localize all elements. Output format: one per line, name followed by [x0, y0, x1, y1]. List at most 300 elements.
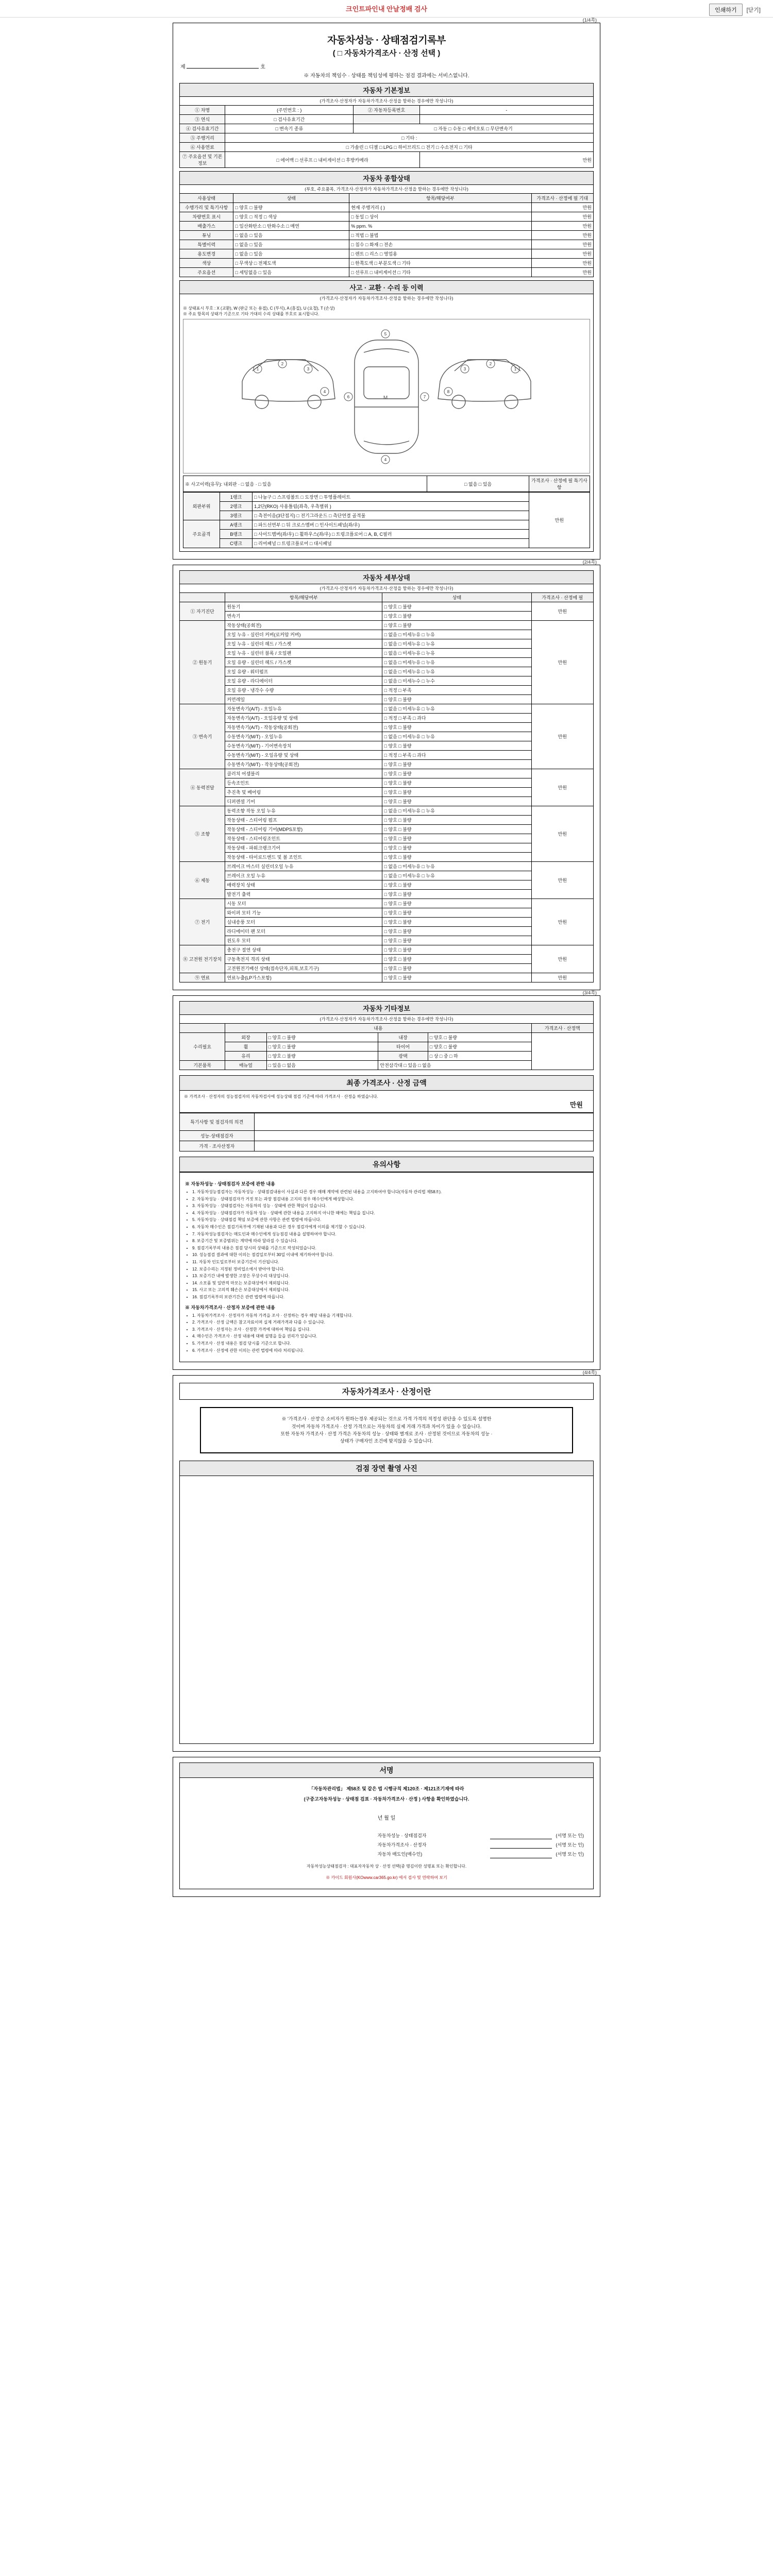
final-amount-value: 만원: [569, 1101, 583, 1109]
overall-row-2-key: 배출가스: [180, 222, 233, 231]
appraiser-value[interactable]: [254, 1141, 593, 1151]
parts-group-frame: 주요골격: [183, 520, 220, 548]
close-icon[interactable]: [닫기]: [746, 7, 761, 13]
signature-row-1-name: 자동차가격조사 · 산정자: [377, 1842, 427, 1848]
detail-group-0-label: ① 자기진단: [180, 602, 225, 621]
accident-amount: 만원: [529, 493, 590, 548]
signature-row-1-value[interactable]: [490, 1841, 552, 1849]
detail-item-2-6-state[interactable]: □ 양호 □ 불량: [382, 760, 531, 769]
overall-col-3: 가격조사 · 산정에 필 기대: [531, 194, 593, 203]
guarantee-line-3: 상태가 구매자인 조건에 맞지않을 수 있습니다.: [340, 1438, 433, 1444]
accident-bullet-1: ※ 주요 항목의 상태가 기준으로 기타 가대의 수리 상태를 부호로 표시합니다.: [183, 312, 320, 316]
detail-item-4-3-state[interactable]: □ 양호 □ 불량: [382, 834, 531, 843]
etc-col-0: [180, 1024, 225, 1033]
car-outline-svg: [222, 319, 551, 472]
overall-row-7-c: 만원: [531, 268, 593, 277]
table-row: [180, 1113, 594, 1131]
rank-3-label: A랭크: [220, 520, 253, 530]
detail-item-1-2-label: 오일 누유 - 실린더 헤드 / 가스켓: [225, 639, 382, 649]
table-row: [180, 704, 594, 714]
overall-row-4-b[interactable]: □ 침수 □ 화재 □ 전손: [349, 240, 531, 249]
note-item-0-7: • 8. 보증기간 및 보증범위는 계약에 따라 달라질 수 있습니다.: [192, 1238, 588, 1244]
opinion-label: 특기사항 및 점검자의 의견: [180, 1113, 255, 1131]
basic-row-4-label: ⑥ 사용연료: [180, 143, 225, 152]
rank-5-label: C랭크: [220, 539, 253, 548]
final-amount-box: [179, 1091, 594, 1113]
note-item-0-8: • 9. 점검기록부의 내용은 점검 당시의 상태를 기준으로 작성되었습니다.: [192, 1245, 588, 1251]
note-item-0-0: • 1. 자동차성능점검자는 자동차성능 · 상태점검내용이 사실과 다른 경우 매매 계약에 관련된 내용을 고지하여야 합니다(자동차 관리법 제58조).: [192, 1189, 588, 1195]
basic-row-1-v1[interactable]: □ 검사유효기간: [225, 115, 354, 124]
detail-item-7-2-state[interactable]: □ 양호 □ 불량: [382, 964, 531, 973]
issue-suffix: 호: [260, 64, 265, 70]
table-header-row: [180, 194, 594, 203]
rank-4-items[interactable]: □ 사이드멤버(좌/우) □ 휠하우스(좌/우) □ 트렁크플로어 □ A, B, C필러: [253, 530, 529, 539]
detail-item-2-4-label: 수동변속기(M/T) - 기어변속장치: [225, 741, 382, 751]
detail-item-3-1-label: 등속조인트: [225, 778, 382, 788]
detail-group-1-amount: 만원: [531, 621, 593, 704]
detail-item-7-2-label: 고전원전기배선 상태(접속단자,피복,보호기구): [225, 964, 382, 973]
notes-section-1-head: ※ 자동차가격조사 · 산정자 보증에 관한 내용: [185, 1304, 275, 1310]
print-button[interactable]: 인쇄하기: [709, 4, 743, 16]
overall-row-1-c: 만원: [531, 212, 593, 222]
etc-row-2-d[interactable]: □ 상 □ 중 □ 하: [428, 1052, 531, 1061]
rank-5-items[interactable]: □ 리어패널 □ 트렁크플로어 □ 대시패널: [253, 539, 529, 548]
overall-row-1-key: 차량번호 표시: [180, 212, 233, 222]
signature-box: [179, 1778, 594, 1890]
overall-row-2-b[interactable]: % ppm. %: [349, 222, 531, 231]
table-row: [180, 259, 594, 268]
sheet-signature: [173, 1757, 600, 1897]
basic-row-2-v2[interactable]: □ 자동 □ 수동 □ 세미오토 □ 무단변속기: [354, 124, 594, 133]
detail-item-6-4-state[interactable]: □ 양호 □ 불량: [382, 936, 531, 945]
overall-row-3-b[interactable]: □ 적법 □ 불법: [349, 231, 531, 240]
detail-item-7-1-state[interactable]: □ 양호 □ 불량: [382, 955, 531, 964]
guarantee-line-0: ※ '가격조사 · 산정'은 소비자가 원하는경우 제공되는 것으로 가격 가격의 적정성 판단을 수 있도록 설명한: [281, 1416, 492, 1422]
overall-col-0: 사용상태: [180, 194, 233, 203]
overall-row-7-b[interactable]: □ 선루프 □ 내비게이션 □ 기타: [349, 268, 531, 277]
rank-1-items[interactable]: 1,2단(RKO) 사용틀림(좌측, 우측별위 ): [253, 502, 529, 511]
detail-item-7-0-label: 충전구 절연 상태: [225, 945, 382, 955]
svg-text:M: M: [383, 395, 388, 401]
overall-row-4-key: 특별이력: [180, 240, 233, 249]
note-item-1-5: • 6. 가격조사 · 산정에 관한 이의는 관련 법령에 따라 처리됩니다.: [192, 1348, 588, 1354]
detail-item-6-2-label: 실내송풍 모터: [225, 918, 382, 927]
note-item-1-0: • 1. 자동차가격조사 · 산정자가 자동차 가격을 조사 · 산정하는 경우 해당 내용을 기재합니다.: [192, 1313, 588, 1319]
signature-quote-1: (구중고자동차성능 · 상태점 검표 · 자동차가격조사 · 산정 ) 사항을 확인하였습니다.: [304, 1797, 469, 1802]
table-row: [180, 268, 594, 277]
detail-item-0-1-state[interactable]: □ 양호 □ 불량: [382, 612, 531, 621]
basic-row-4-v1[interactable]: □ 가솔린 □ 디젤 □ LPG □ 하이브리드 □ 전기 □ 수소전지 □ 기타: [225, 143, 594, 152]
etc-row-1-d[interactable]: □ 양호 □ 불량: [428, 1042, 531, 1052]
detail-item-4-5-label: 작동상태 - 타이로드엔드 및 볼 조인트: [225, 853, 382, 862]
detail-item-7-0-state[interactable]: □ 양호 □ 불량: [382, 945, 531, 955]
signature-footer-red: ※ 카이드 회원사(KOwww.car365.go.kr) 에서 검사 및 연락하여 보기: [326, 1875, 447, 1880]
table-row: [180, 133, 594, 143]
detail-item-4-0-state[interactable]: □ 없음 □ 미세누유 □ 누유: [382, 806, 531, 816]
issue-prefix: 제: [180, 64, 186, 70]
detail-item-2-3-label: 수동변속기(M/T) - 오일누유: [225, 732, 382, 741]
detail-item-4-5-state[interactable]: □ 양호 □ 불량: [382, 853, 531, 862]
inspector-value[interactable]: [254, 1131, 593, 1141]
detail-item-1-7-state[interactable]: □ 적정 □ 부족: [382, 686, 531, 695]
etc-row-1-b[interactable]: □ 양호 □ 불량: [266, 1042, 378, 1052]
overall-row-6-b[interactable]: □ 한쪽도색 □ 부분도색 □ 기타: [349, 259, 531, 268]
detail-item-4-4-label: 작동상태 - 파워크랭크기어: [225, 843, 382, 853]
detail-group-6-label: ⑦ 전기: [180, 899, 225, 945]
page-number-3: (3/4쪽): [582, 990, 597, 995]
signature-date[interactable]: 년 월 일: [377, 1815, 396, 1821]
note-item-1-4: • 5. 가격조사 · 산정 내용은 점검 당시를 기준으로 합니다.: [192, 1341, 588, 1347]
signature-quote-0: 「자동차관리법」 제58조 및 같은 법 시행규칙 제120조 · 제121조기재에 따라: [309, 1786, 464, 1791]
detail-item-4-1-label: 작동상태 - 스티어링 펌프: [225, 816, 382, 825]
final-amount-note: ※ 가격조사 · 산정자의 성능점검자의 자동차검사에 성능상태 점검 기준에 따라 가격조사 · 산정을 하였습니다.: [184, 1094, 378, 1099]
detail-group-5-amount: 만원: [531, 862, 593, 899]
car-diagram[interactable]: [183, 319, 590, 473]
note-item-0-4: • 5. 자동차성능 · 상태점검 책임 보증에 관한 사항은 관련 법령에 따릅니다.: [192, 1217, 588, 1223]
etc-row-2-c: 광택: [378, 1052, 428, 1061]
detail-note: (가격조사·산정자가 자동차가격조사·산정을 함하는 경우에만 작성니다): [179, 584, 594, 592]
rank-0-items[interactable]: □ 나눔구 □ 스프링볼트 □ 도장면 □ 투영플레이트: [253, 493, 529, 502]
top-bar-actions: [709, 4, 761, 16]
overall-row-2-a[interactable]: □ 일산화탄소 □ 탄화수소 □ 매연: [233, 222, 349, 231]
detail-item-6-1-state[interactable]: □ 양호 □ 불량: [382, 908, 531, 918]
detail-col-0: [180, 593, 225, 602]
detail-item-6-3-state[interactable]: □ 양호 □ 불량: [382, 927, 531, 936]
detail-item-2-5-label: 수동변속기(M/T) - 오일유량 및 상태: [225, 751, 382, 760]
basic-row-0-label2: ② 자동차등록번호: [354, 106, 419, 115]
detail-group-2-label: ③ 변속기: [180, 704, 225, 769]
detail-item-2-0-state[interactable]: □ 없음 □ 미세누유 □ 누유: [382, 704, 531, 714]
detail-item-7-1-label: 구동축전지 격리 상태: [225, 955, 382, 964]
table-row: [180, 899, 594, 908]
detail-item-4-4-state[interactable]: □ 양호 □ 불량: [382, 843, 531, 853]
table-row: [180, 124, 594, 133]
overall-row-4-c: 만원: [531, 240, 593, 249]
detail-group-5-label: ⑥ 제동: [180, 862, 225, 899]
svg-text:4: 4: [384, 457, 387, 462]
detail-item-1-3-state[interactable]: □ 없음 □ 미세누유 □ 누유: [382, 649, 531, 658]
detail-item-5-2-label: 배력장치 상태: [225, 880, 382, 890]
etc-row-3-key: 기본품목: [180, 1061, 225, 1070]
overall-row-3-key: 튜닝: [180, 231, 233, 240]
signature-rows: [189, 1832, 584, 1858]
overall-note: (부호, 주요품목, 가격조사·산정자가 자동차가격조사·산정을 함하는 경우에만 작성니다): [179, 184, 594, 193]
guarantee-box: [200, 1407, 573, 1453]
rank-4-label: B랭크: [220, 530, 253, 539]
svg-text:2: 2: [281, 362, 284, 366]
overall-row-4-a[interactable]: □ 없음 □ 있음: [233, 240, 349, 249]
table-header-row: [180, 593, 594, 602]
detail-item-3-3-state[interactable]: □ 양호 □ 불량: [382, 797, 531, 806]
basic-row-1-v2[interactable]: [419, 115, 593, 124]
overall-row-0-b[interactable]: 현재 주행거리 ( ): [349, 203, 531, 212]
detail-item-5-3-state[interactable]: □ 양호 □ 불량: [382, 890, 531, 899]
etc-row-1-c: 타이어: [378, 1042, 428, 1052]
signature-row-0-mark: (서명 또는 인): [556, 1833, 584, 1838]
detail-item-3-0-state[interactable]: □ 양호 □ 불량: [382, 769, 531, 778]
overall-row-6-c: 만원: [531, 259, 593, 268]
detail-item-4-3-label: 작동상태 - 스티어링조인트: [225, 834, 382, 843]
basic-row-5-label: ⑦ 주요옵션 및 기본정보: [180, 152, 225, 168]
detail-item-2-0-label: 자동변속기(A/T) - 오일누유: [225, 704, 382, 714]
detail-item-2-4-state[interactable]: □ 양호 □ 불량: [382, 741, 531, 751]
detail-item-0-0-label: 원동기: [225, 602, 382, 612]
svg-text:5: 5: [384, 332, 387, 336]
overall-row-5-a[interactable]: □ 없음 □ 있음: [233, 249, 349, 259]
detail-item-8-0-label: 연료누출(LP가스포함): [225, 973, 382, 982]
table-header-row: [180, 1024, 594, 1033]
table-row: [180, 115, 594, 124]
basic-info-band: 자동차 기본정보: [179, 83, 594, 96]
detail-item-1-5-label: 오일 유량 - 워터펌프: [225, 667, 382, 676]
signature-row-0-value[interactable]: [490, 1832, 552, 1839]
page-number-2: (2/4쪽): [582, 560, 597, 565]
note-item-0-12: • 13. 보증기간 내에 발생한 고장은 무상수리 대상입니다.: [192, 1273, 588, 1279]
overall-col-1: 상태: [233, 194, 349, 203]
detail-group-8-label: ⑨ 연료: [180, 973, 225, 982]
accident-history-summary: [183, 476, 590, 492]
basic-row-5-v1[interactable]: □ 에어백 □ 선루프 □ 내비게이션 □ 후방카메라: [225, 152, 419, 168]
etc-row-0-b[interactable]: □ 양호 □ 불량: [266, 1033, 378, 1042]
accident-parts-table: [183, 492, 590, 548]
etc-row-2-b[interactable]: □ 양호 □ 불량: [266, 1052, 378, 1061]
table-row: [180, 1141, 594, 1151]
detail-item-2-1-state[interactable]: □ 적정 □ 부족 □ 과다: [382, 714, 531, 723]
etc-row-3-a: 매뉴얼: [225, 1061, 266, 1070]
rank-2-items[interactable]: □ 측전이음(3단접지) □ 전기그라운드 □ 측단연결 골격물: [253, 511, 529, 520]
svg-text:7: 7: [423, 395, 426, 399]
table-row: [180, 973, 594, 982]
table-row: [180, 212, 594, 222]
overall-row-7-a[interactable]: □ 세팅없음 □ 있음: [233, 268, 349, 277]
table-row: [180, 222, 594, 231]
opinion-table: [179, 1113, 594, 1151]
damage-diagram-box: [179, 302, 594, 552]
signature-row: [189, 1841, 584, 1849]
signature-row-2-mark: (서명 또는 인): [556, 1852, 584, 1857]
table-row: [180, 240, 594, 249]
detail-item-1-1-label: 오일 누유 - 실린더 커버(로커암 커버): [225, 630, 382, 639]
detail-item-4-2-label: 작동상태 - 스티어링 기어(MDPS포함): [225, 825, 382, 834]
table-row: [183, 493, 590, 502]
detail-item-2-5-state[interactable]: □ 적정 □ 부족 □ 과다: [382, 751, 531, 760]
detail-item-1-6-label: 오일 유량 - 라디에이터: [225, 676, 382, 686]
detail-item-4-1-state[interactable]: □ 양호 □ 불량: [382, 816, 531, 825]
accident-bullet-0: ※ 상태표시 부호 : X (교환), W (판금 또는 용접), C (부식), A (흠집), U (요철), T (손상): [183, 306, 335, 311]
detail-item-5-2-state[interactable]: □ 양호 □ 불량: [382, 880, 531, 890]
notes-section-1-list: [185, 1313, 588, 1354]
detail-item-1-8-label: 커먼레일: [225, 695, 382, 704]
overall-row-0-a[interactable]: □ 양호 □ 불량: [233, 203, 349, 212]
note-item-0-11: • 12. 보증수리는 지정된 정비업소에서 받아야 합니다.: [192, 1266, 588, 1273]
basic-info-table: [179, 105, 594, 168]
svg-text:4: 4: [323, 389, 326, 394]
signature-row: [189, 1832, 584, 1839]
detail-band: 자동차 세부상태: [179, 570, 594, 584]
signature-row-2-value[interactable]: [490, 1851, 552, 1858]
detail-item-6-2-state[interactable]: □ 양호 □ 불량: [382, 918, 531, 927]
detail-item-8-0-state[interactable]: □ 양호 □ 불량: [382, 973, 531, 982]
table-row: [180, 203, 594, 212]
detail-group-1-label: ② 원동기: [180, 621, 225, 704]
svg-text:8: 8: [447, 389, 450, 394]
etc-row-0-c: 내장: [378, 1033, 428, 1042]
detail-item-1-1-state[interactable]: □ 없음 □ 미세누유 □ 누유: [382, 630, 531, 639]
detail-item-5-0-state[interactable]: □ 없음 □ 미세누유 □ 누유: [382, 862, 531, 871]
overall-col-2: 항목/해당여부: [349, 194, 531, 203]
note-item-0-6: • 7. 자동차성능점검자는 매도인과 매수인에게 성능점검 내용을 설명하여야 합니다.: [192, 1231, 588, 1238]
overall-row-3-a[interactable]: □ 없음 □ 있음: [233, 231, 349, 240]
etc-table: [179, 1023, 594, 1070]
signature-footer: 자동차성능상태점검자 : 대표자자동차 상 · 산정 선택(중 명김이란 성명표 또는 확인합니다.: [306, 1863, 467, 1869]
overall-row-5-key: 용도변경: [180, 249, 233, 259]
table-row: [180, 1131, 594, 1141]
notes-body: [179, 1172, 594, 1362]
note-item-0-9: • 10. 성능점검 결과에 대한 이의는 점검일로부터 30일 이내에 제기하여야 합니다.: [192, 1252, 588, 1258]
table-row: [180, 249, 594, 259]
issue-number-line: [180, 62, 594, 70]
etc-row-0-d[interactable]: □ 양호 □ 불량: [428, 1033, 531, 1042]
detail-item-1-8-state[interactable]: □ 양호 □ 불량: [382, 695, 531, 704]
table-row: [180, 769, 594, 778]
note-item-1-3: • 4. 매수인은 가격조사 · 산정 내용에 대해 설명을 들을 권리가 있습니다.: [192, 1333, 588, 1340]
basic-row-3-label: ⑤ 주행거리: [180, 133, 225, 143]
notes-section-0-list: [185, 1189, 588, 1300]
detail-item-6-0-state[interactable]: □ 양호 □ 불량: [382, 899, 531, 908]
detail-item-1-2-state[interactable]: □ 없음 □ 미세누유 □ 누유: [382, 639, 531, 649]
accident-yesno[interactable]: □ 없음 □ 있음: [427, 476, 529, 492]
basic-row-0-v1[interactable]: (주민번호 : ): [225, 106, 354, 115]
rank-1-label: 2랭크: [220, 502, 253, 511]
sheet-page-2: [173, 560, 600, 990]
photo-band: 검점 장면 촬영 사진: [179, 1461, 594, 1476]
detail-item-2-2-label: 자동변속기(A/T) - 작동상태(공회전): [225, 723, 382, 732]
detail-item-6-1-label: 와이퍼 모터 기능: [225, 908, 382, 918]
detail-item-3-3-label: 디퍼렌셜 기어: [225, 797, 382, 806]
detail-group-2-amount: 만원: [531, 704, 593, 769]
detail-col-1: 항목/해당여부: [225, 593, 382, 602]
detail-item-2-1-label: 자동변속기(A/T) - 오일유량 및 상태: [225, 714, 382, 723]
accident-legend-right: 가격조사 · 산정에 필 특기사항: [529, 476, 590, 492]
basic-info-note: (가격조사·산정자가 자동차가격조사·산정을 함하는 경우에만 작성니다): [179, 96, 594, 105]
note-item-0-2: • 3. 자동차성능 · 상태점검자는 자동차의 성능 · 상태에 관한 책임이 있습니다.: [192, 1203, 588, 1209]
detail-group-3-label: ④ 동력전달: [180, 769, 225, 806]
detail-item-1-7-label: 오일 유량 - 냉각수 수량: [225, 686, 382, 695]
overall-row-3-c: 만원: [531, 231, 593, 240]
etc-amount-cell: [531, 1033, 593, 1070]
note-item-1-2: • 3. 가격조사 · 산정자는 조사 · 산정한 가격에 대하여 책임을 집니다.: [192, 1327, 588, 1333]
detail-item-1-5-state[interactable]: □ 없음 □ 미세누유 □ 누유: [382, 667, 531, 676]
detail-item-4-2-state[interactable]: □ 양호 □ 불량: [382, 825, 531, 834]
detail-item-3-1-state[interactable]: □ 양호 □ 불량: [382, 778, 531, 788]
basic-row-5-amount: 만원: [419, 152, 593, 168]
svg-text:3: 3: [307, 367, 310, 371]
basic-row-3-v1[interactable]: □ 기타 :: [225, 133, 594, 143]
table-row: [180, 106, 594, 115]
detail-item-1-4-label: 오일 유량 - 실린더 헤드 / 가스켓: [225, 658, 382, 667]
svg-text:1: 1: [256, 367, 259, 371]
overall-row-5-c: 만원: [531, 249, 593, 259]
svg-text:2: 2: [489, 362, 492, 366]
pledge-text: ※ 자동차의 책임수 · 상태를 책임성에 평하는 점검 결과에는 서비스없니다.: [304, 73, 469, 79]
etc-note: (가격조사·산정자가 자동차가격조사·산정을 함하는 경우에만 작성니다): [179, 1014, 594, 1023]
etc-row-3-c[interactable]: 안전삼각대 □ 있음 □ 없음: [378, 1061, 531, 1070]
note-item-1-1: • 2. 가격조사 · 산정 금액은 참고자료이며 실제 거래가격과 다를 수 있습니다.: [192, 1319, 588, 1326]
detail-item-6-0-label: 시동 모터: [225, 899, 382, 908]
page-subtitle: ( □ 자동차가격조사 · 산정 선택 ): [332, 49, 441, 58]
detail-item-5-0-label: 브레이크 마스터 실린더오일 누유: [225, 862, 382, 871]
detail-item-5-1-state[interactable]: □ 없음 □ 미세누유 □ 누유: [382, 871, 531, 880]
sheet-page-3: [173, 990, 600, 1370]
detail-item-3-2-state[interactable]: □ 양호 □ 불량: [382, 788, 531, 797]
detail-item-2-6-label: 수동변속기(M/T) - 작동상태(공회전): [225, 760, 382, 769]
basic-row-1-label: ③ 연식: [180, 115, 225, 124]
final-amount-band: 최종 가격조사 · 산정 금액: [179, 1075, 594, 1091]
basic-row-1-label2: [354, 115, 419, 124]
etc-col-3: 가격조사 · 산정액: [531, 1024, 593, 1033]
photo-area[interactable]: [179, 1476, 594, 1744]
etc-row-0-a: 외장: [225, 1033, 266, 1042]
accident-legend-bottom[interactable]: ※ 사고이력(유무): 내외판 · □ 없음 · □ 있음: [183, 476, 427, 492]
notes-section-0-head: ※ 자동차성능 · 상태점검자 보증에 관한 내용: [185, 1181, 275, 1187]
guarantee-line-1: 것이며 자동차 가격조사 · 산정 가격으로는 자동차의 실제 거래 가격과 차이가 있을 수 있습니다.: [291, 1423, 482, 1429]
detail-col-2: 상태: [382, 593, 531, 602]
detail-item-1-6-state[interactable]: □ 없음 □ 미세누수 □ 누수: [382, 676, 531, 686]
basic-row-0-v2[interactable]: -: [419, 106, 593, 115]
overall-row-1-b[interactable]: □ 동일 □ 상이: [349, 212, 531, 222]
accident-note: (가격조사·산정자가 자동차가격조사·산정을 함하는 경우에만 작성니다): [179, 294, 594, 302]
overall-row-6-key: 색상: [180, 259, 233, 268]
sheet-page-4: [173, 1370, 600, 1752]
table-row: [180, 862, 594, 871]
note-item-0-3: • 4. 자동차성능 · 상태점검자가 자동차 성능 · 상태에 관한 내용을 고지하지 아니한 때에는 책임을 집니다.: [192, 1210, 588, 1216]
inspector-label: 성능·상태점검자: [180, 1131, 255, 1141]
note-item-0-5: • 6. 자동차 매수인은 점검기록부에 기재된 내용과 다른 경우 점검자에게 이의를 제기할 수 있습니다.: [192, 1224, 588, 1230]
etc-band: 자동차 기타정보: [179, 1001, 594, 1014]
guarantee-line-2: 또한 자동차 가격조사 · 산정 가격은 자동차의 성능 · 상태와 별개로 조사 · 산정된 것이므로 자동차의 성능 ·: [280, 1431, 493, 1436]
detail-item-1-4-state[interactable]: □ 없음 □ 미세누유 □ 누유: [382, 658, 531, 667]
parts-group-outer: 외판부위: [183, 493, 220, 520]
detail-item-0-0-state[interactable]: □ 양호 □ 불량: [382, 602, 531, 612]
opinion-value[interactable]: [254, 1113, 593, 1131]
detail-item-6-4-label: 윈도우 모터: [225, 936, 382, 945]
overall-row-5-b[interactable]: □ 렌트 □ 리스 □ 영업용: [349, 249, 531, 259]
svg-text:1: 1: [514, 367, 517, 371]
detail-item-2-3-state[interactable]: □ 없음 □ 미세누유 □ 누유: [382, 732, 531, 741]
detail-group-7-amount: 만원: [531, 945, 593, 973]
detail-item-2-2-state[interactable]: □ 양호 □ 불량: [382, 723, 531, 732]
etc-row-3-b[interactable]: □ 있음 □ 없음: [266, 1061, 378, 1070]
overall-row-1-a[interactable]: □ 양호 □ 적정 □ 색상: [233, 212, 349, 222]
page-number-1: (1/4쪽): [582, 18, 597, 23]
etc-row-1-a: 휠: [225, 1042, 266, 1052]
note-item-0-10: • 11. 자동차 인도일로부터 보증기간이 기산됩니다.: [192, 1259, 588, 1265]
table-row: [180, 806, 594, 816]
basic-row-2-v1[interactable]: □ 변속기 종류: [225, 124, 354, 133]
table-row: [180, 602, 594, 612]
notes-band: 유의사항: [179, 1157, 594, 1172]
detail-item-1-0-label: 작동상태(공회전): [225, 621, 382, 630]
detail-group-7-label: ⑧ 고전원 전기장치: [180, 945, 225, 973]
detail-table: [179, 592, 594, 982]
overall-row-6-a[interactable]: □ 무색상 □ 전체도색: [233, 259, 349, 268]
note-item-0-15: • 16. 점검기록부의 보관기간은 관련 법령에 따릅니다.: [192, 1294, 588, 1300]
basic-row-0-label: ① 차명: [180, 106, 225, 115]
signature-row-2-name: 자동차 매도인(매수인): [377, 1852, 423, 1857]
rank-3-items[interactable]: □ 파드선면부 □ 뒤 크로스멤버 □ 인사이드패널(좌/우): [253, 520, 529, 530]
detail-item-5-3-label: 발전기 출력: [225, 890, 382, 899]
detail-item-1-0-state[interactable]: □ 양호 □ 불량: [382, 621, 531, 630]
